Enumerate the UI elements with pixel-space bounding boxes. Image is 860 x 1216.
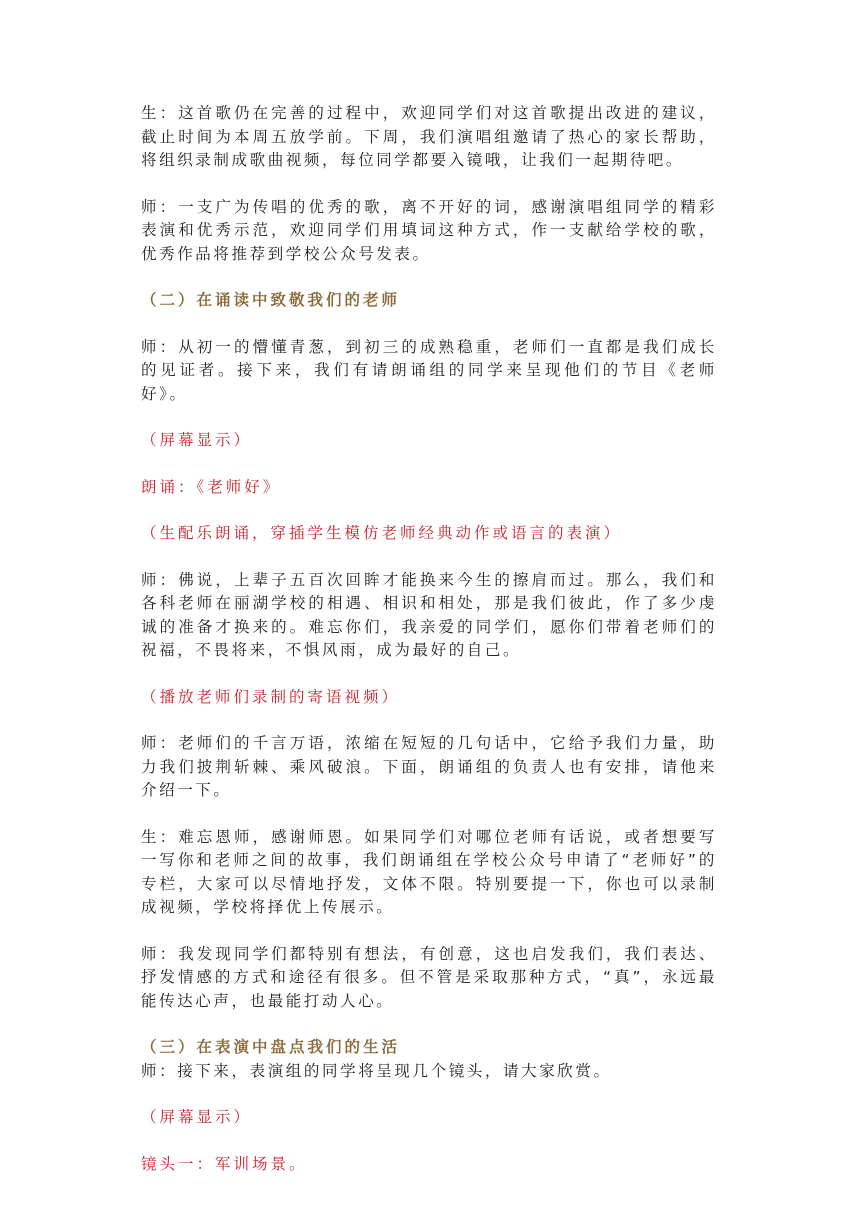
stage-direction-screen-2: （屏幕显示）	[141, 1108, 253, 1126]
paragraph-student-column: 生：难忘恩师，感谢师恩。如果同学们对哪位老师有话说，或者想要写一写你和老师之间的故事，我们朗诵组在学校公众号申请了“老师好”的专栏，大家可以尽情地抒发，文体不限。特别要提一下，你也可以录制成视频，学校将择优上传展示。	[141, 827, 717, 916]
paragraph-teacher-scenes: 师：接下来，表演组的同学将呈现几个镜头，请大家欣赏。	[141, 1061, 612, 1080]
paragraph-teacher-intro-recital: 师：从初一的懵懂青葱，到初三的成熟稳重，老师们一直都是我们成长的见证者。接下来，我们有请朗诵组的同学来呈现他们的节目《老师好》。	[141, 337, 717, 403]
paragraph-teacher-buddha: 师：佛说，上辈子五百次回眸才能换来今生的擦肩而过。那么，我们和各科老师在丽湖学校的相遇、相识和相处，那是我们彼此，作了多少虔诚的准备才换来的。难忘你们，我亲爱的同学们，愿你们带着老师们的祝福，不畏将来，不惧风雨，成为最好的自己。	[141, 570, 717, 659]
stage-direction-screen-1: （屏幕显示）	[141, 431, 253, 449]
section-heading-3: （三）在表演中盘点我们的生活	[141, 1038, 401, 1056]
section-heading-2: （二）在诵读中致敬我们的老师	[141, 291, 401, 309]
paragraph-teacher-words: 师：老师们的千言万语，浓缩在短短的几句话中，它给予我们力量，助力我们披荆斩棘、乘风破浪。下面，朗诵组的负责人也有安排，请他来介绍一下。	[141, 734, 717, 799]
stage-direction-video: （播放老师们录制的寄语视频）	[141, 687, 401, 706]
document-page	[141, 102, 717, 1199]
scene-one-label: 镜头一：军训场景。	[141, 1154, 308, 1173]
paragraph-teacher-sincerity: 师：我发现同学们都特别有想法，有创意，这也启发我们，我们表达、抒发情感的方式和途径有很多。但不管是采取那种方式，“真”，永远最能传达心声，也最能打动人心。	[141, 944, 717, 1010]
recital-title: 朗诵：《老师好》	[141, 477, 282, 496]
paragraph-teacher-song: 师：一支广为传唱的优秀的歌，离不开好的词，感谢演唱组同学的精彩表演和优秀示范，欢迎同学们用填词这种方式，作一支献给学校的歌，优秀作品将推荐到学校公众号发表。	[141, 197, 717, 263]
stage-direction-recital: （生配乐朗诵，穿插学生模仿老师经典动作或语言的表演）	[141, 524, 623, 542]
paragraph-student-song: 生：这首歌仍在完善的过程中，欢迎同学们对这首歌提出改进的建议，截止时间为本周五放学前。下周，我们演唱组邀请了热心的家长帮助，将组织录制成歌曲视频，每位同学都要入镜哦，让我们一起期待吧。	[141, 104, 717, 169]
